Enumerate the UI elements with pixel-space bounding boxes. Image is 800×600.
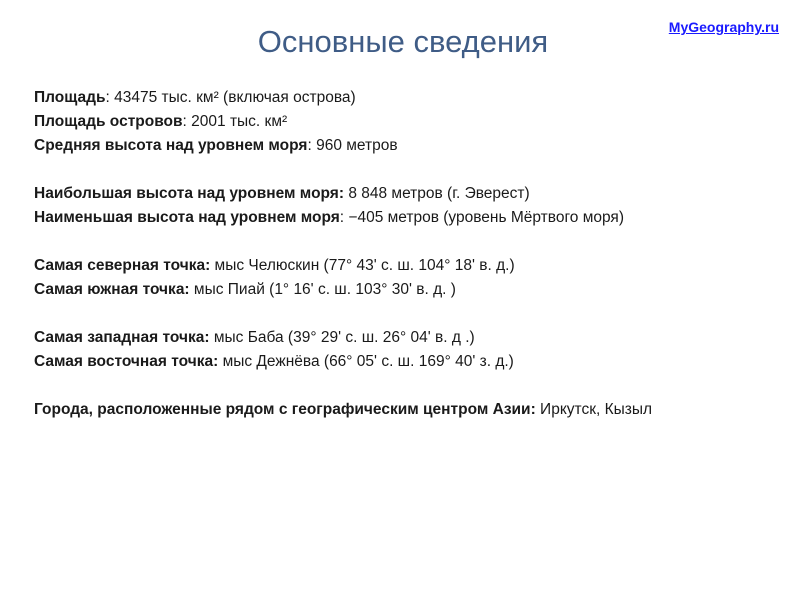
fact-east-point	[34, 350, 794, 374]
fact-value: : 43475 тыс. км² (включая острова)	[105, 89, 356, 106]
spacer	[34, 374, 794, 398]
fact-label: Наименьшая высота над уровнем моря	[34, 209, 340, 226]
fact-label: Самая южная точка:	[34, 281, 190, 298]
spacer	[34, 230, 794, 254]
fact-min-height	[34, 206, 794, 230]
fact-north-point	[34, 254, 794, 278]
fact-value: мыс Челюскин (77° 43' с. ш. 104° 18' в. д.)	[210, 257, 515, 274]
fact-value: мыс Пиай (1° 16' с. ш. 103° 30' в. д. )	[189, 281, 456, 298]
fact-value: мыс Дежнёва (66° 05' с. ш. 169° 40' з. д.)	[218, 353, 514, 370]
site-link[interactable]: MyGeography.ru	[668, 19, 779, 35]
fact-max-height	[34, 182, 794, 206]
fact-west-point	[34, 326, 794, 350]
fact-value: : −405 метров (уровень Мёртвого моря)	[339, 209, 624, 226]
fact-value: мыс Баба (39° 29' с. ш. 26° 04' в. д .)	[209, 329, 475, 346]
fact-label: Площадь островов	[34, 113, 183, 130]
fact-label: Наибольшая высота над уровнем моря:	[34, 185, 345, 202]
fact-label: Самая восточная точка:	[34, 353, 219, 370]
fact-value: 8 848 метров (г. Эверест)	[344, 185, 530, 202]
fact-label: Самая северная точка:	[34, 257, 211, 274]
facts-list	[34, 86, 794, 422]
fact-value: Иркутск, Кызыл	[535, 401, 653, 418]
spacer	[34, 158, 794, 182]
spacer	[34, 302, 794, 326]
fact-label: Города, расположенные рядом с географическим центром Азии:	[34, 401, 536, 418]
fact-value: : 2001 тыс. км²	[182, 113, 288, 130]
fact-south-point	[34, 278, 794, 302]
fact-label: Самая западная точка:	[34, 329, 210, 346]
fact-label: Средняя высота над уровнем моря	[34, 137, 308, 154]
fact-average-height	[34, 134, 794, 158]
page-title: Основные сведения	[257, 24, 549, 59]
fact-cities	[34, 398, 794, 422]
fact-islands-area	[34, 110, 794, 134]
fact-area	[34, 86, 794, 110]
fact-label: Площадь	[34, 89, 106, 106]
fact-value: : 960 метров	[307, 137, 398, 154]
